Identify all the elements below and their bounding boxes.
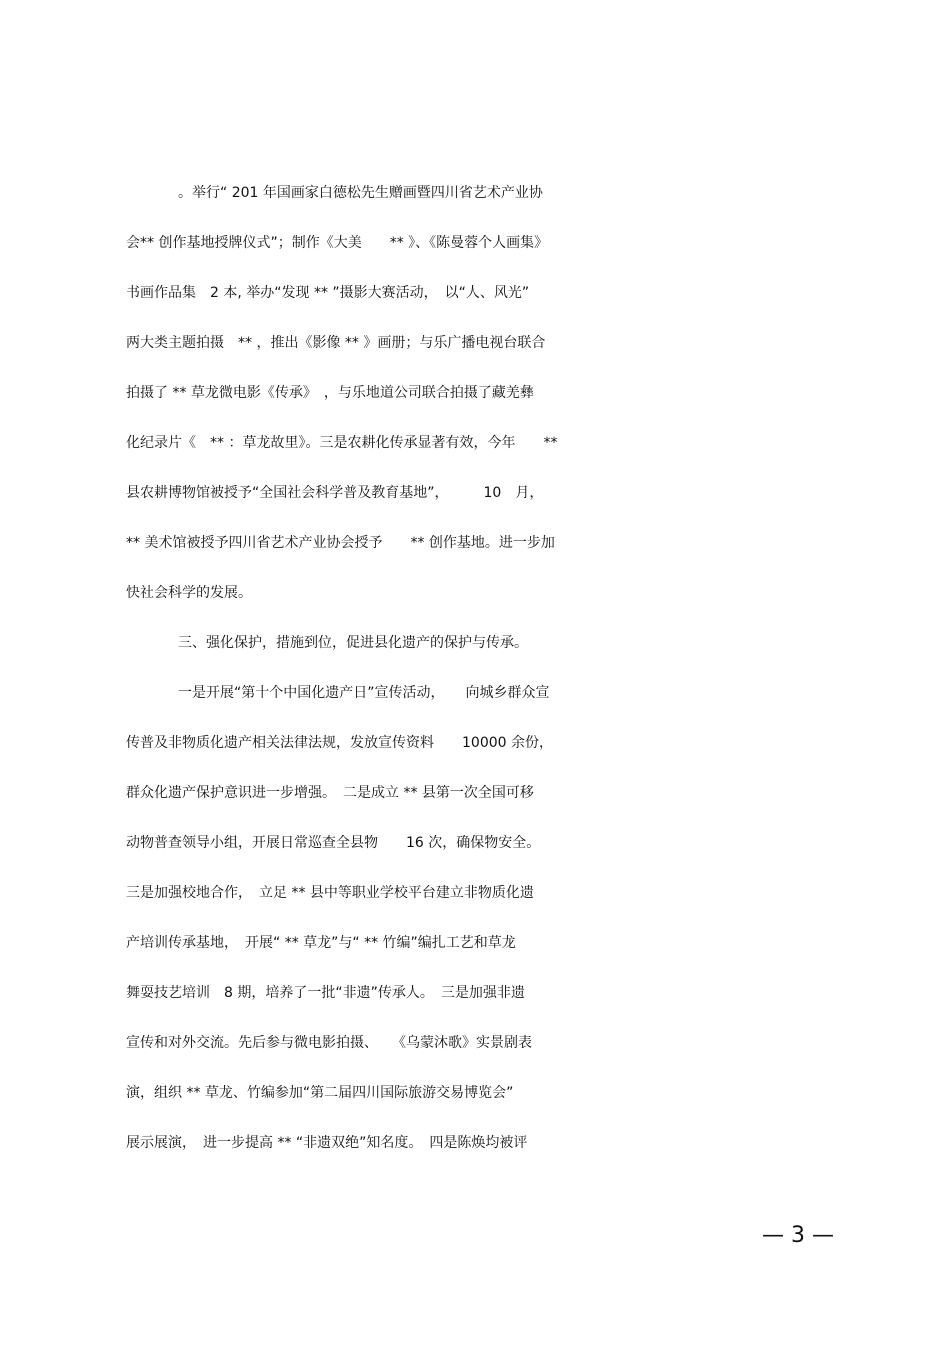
text-line-20: 展示展演， 进一步提高 ** “非遗双绝”知名度。 四是陈焕均被评 (126, 1135, 528, 1151)
text-line-5: 拍摄了 ** 草龙微电影《传承》 ，与乐地道公司联合拍摄了藏羌彝 (126, 385, 534, 401)
text-line-12: 传普及非物质化遗产相关法律法规，发放宣传资料 10000 余份， (126, 735, 553, 751)
text-line-13: 群众化遗产保护意识进一步增强。 二是成立 ** 县第一次全国可移 (126, 785, 534, 801)
text-line-18: 宣传和对外交流。先后参与微电影拍摄、 《乌蒙沐歌》实景剧表 (126, 1035, 532, 1051)
text-line-14: 动物普查领导小组，开展日常巡查全县物 16 次，确保物安全。 (126, 835, 541, 851)
page-number: — 3 — (762, 1223, 834, 1248)
text-line-17: 舞耍技艺培训 8 期，培养了一批“非遗”传承人。 三是加强非遗 (126, 985, 525, 1001)
text-line-11: 一是开展“第十个中国化遗产日”宣传活动， 向城乡群众宣 (178, 685, 550, 701)
text-line-19: 演，组织 ** 草龙、竹编参加“第二届四川国际旅游交易博览会” (126, 1085, 514, 1101)
text-line-15: 三是加强校地合作， 立足 ** 县中等职业学校平台建立非物质化遗 (126, 885, 534, 901)
text-line-2: 会** 创作基地授牌仪式”；制作《大美 ** 》、《陈曼蓉个人画集》 (126, 235, 549, 251)
text-line-16: 产培训传承基地， 开展“ ** 草龙”与“ ** 竹编”编扎工艺和草龙 (126, 935, 516, 951)
section-heading: 三、强化保护，措施到位，促进县化遗产的保护与传承。 (178, 635, 528, 651)
text-line-8: ** 美术馆被授予四川省艺术产业协会授予 ** 创作基地。进一步加 (126, 535, 555, 551)
text-line-6: 化纪录片《 ** ：草龙故里》。三是农耕化传承显著有效，今年 ** (126, 435, 558, 451)
text-line-9: 快社会科学的发展。 (126, 585, 252, 601)
text-line-3: 书画作品集 2 本, 举办“发现 ** ”摄影大赛活动， 以“人、风光” (126, 285, 530, 301)
text-line-7: 县农耕博物馆被授予“全国社会科学普及教育基地”， 10 月， (126, 485, 544, 501)
text-line-1: 。举行“ 201 年国画家白德松先生赠画暨四川省艺术产业协 (178, 185, 543, 201)
text-line-4: 两大类主题拍摄 ** ，推出《影像 ** 》画册；与乐广播电视台联合 (126, 335, 546, 351)
